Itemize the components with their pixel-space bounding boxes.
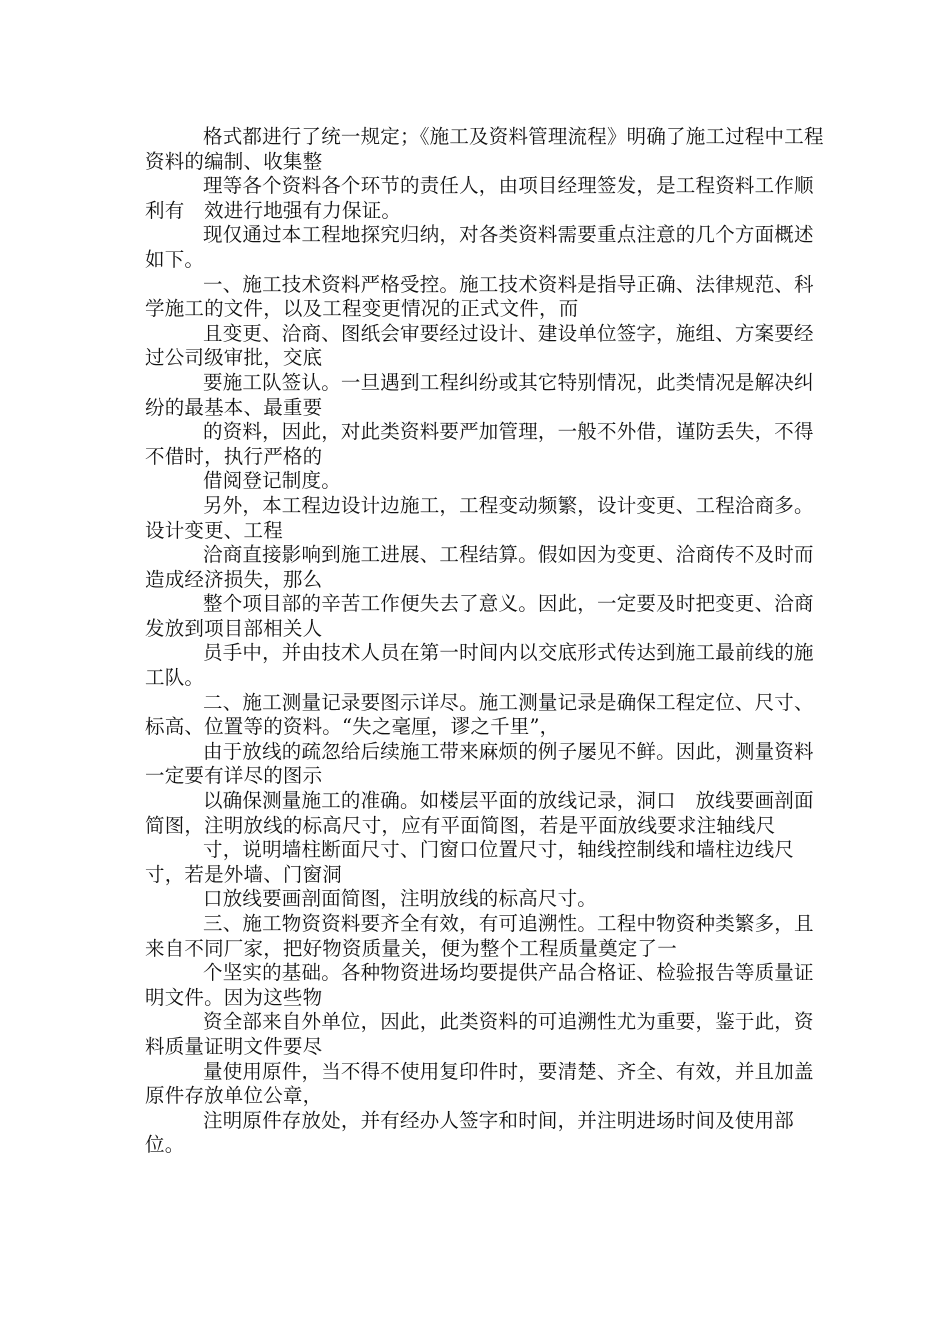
paragraph-21: 量使用原件，当不得不使用复印件时，要清楚、齐全、有效，并且加盖原件存放单位公章，	[145, 1059, 814, 1108]
paragraph-19: 个坚实的基础。各种物资进场均要提供产品合格证、检验报告等质量证明文件。因为这些物	[145, 961, 814, 1009]
paragraph-12: 员手中，并由技术人员在第一时间内以交底形式传达到施工最前线的施工队。	[145, 641, 814, 690]
paragraph-15: 以确保测量施工的准确。如楼层平面的放线记录，洞口 放线要画剖面简图，注明放线的标高尺寸，应有平面简图，若是平面放线要求注轴线尺	[145, 789, 814, 837]
paragraph-8: 借阅登记制度。	[203, 469, 341, 493]
paragraph-3: 现仅通过本工程地探究归纳，对各类资料需要重点注意的几个方面概述如下。	[145, 223, 814, 271]
paragraph-11: 整个项目部的辛苦工作便失去了意义。因此，一定要及时把变更、洽商发放到项目部相关人	[145, 592, 814, 640]
paragraph-6: 要施工队签认。一旦遇到工程纠纷或其它特别情况，此类情况是解决纠纷的最基本、最重要	[145, 370, 814, 419]
paragraph-1: 格式都进行了统一规定；《施工及资料管理流程》明确了施工过程中工程资料的编制、收集整	[145, 125, 824, 173]
paragraph-4: 一、施工技术资料严格受控。施工技术资料是指导正确、法律规范、科学施工的文件，以及工程变更情况的正式文件，而	[145, 272, 814, 321]
paragraph-18: 三、施工物资资料要齐全有效，有可追溯性。工程中物资种类繁多，且来自不同厂家，把好物资质量关，便为整个工程质量奠定了一	[145, 912, 814, 960]
paragraph-7: 的资料，因此，对此类资料要严加管理，一般不外借，谨防丢失，不得不借时，执行严格的	[145, 420, 814, 468]
paragraph-2: 理等各个资料各个环节的责任人，由项目经理签发，是工程资料工作顺利有 效进行地强有力保证。	[145, 174, 814, 222]
paragraph-22: 注明原件存放处，并有经办人签字和时间，并注明进场时间及使用部位。	[145, 1108, 795, 1157]
paragraph-5: 且变更、洽商、图纸会审要经过设计、建设单位签字，施组、方案要经过公司级审批，交底	[145, 321, 814, 370]
paragraph-14: 由于放线的疏忽给后续施工带来麻烦的例子屡见不鲜。因此，测量资料一定要有详尽的图示	[145, 739, 814, 788]
paragraph-10: 洽商直接影响到施工进展、工程结算。假如因为变更、洽商传不及时而造成经济损失，那么	[145, 543, 814, 591]
paragraph-20: 资全部来自外单位，因此，此类资料的可追溯性尤为重要，鉴于此，资料质量证明文件要尽	[145, 1010, 814, 1058]
paragraph-16: 寸，说明墙柱断面尺寸、门窗口位置尺寸，轴线控制线和墙柱边线尺寸，若是外墙、门窗洞	[145, 838, 795, 886]
paragraph-17: 口放线要画剖面简图，注明放线的标高尺寸。	[203, 887, 598, 911]
document-body	[145, 125, 825, 1158]
paragraph-13: 二、施工测量记录要图示详尽。施工测量记录是确保工程定位、尺寸、标高、位置等的资料。“失之毫厘，谬之千里”，	[145, 690, 814, 739]
paragraph-9: 另外，本工程边设计边施工，工程变动频繁，设计变更、工程洽商多。设计变更、工程	[145, 493, 814, 542]
